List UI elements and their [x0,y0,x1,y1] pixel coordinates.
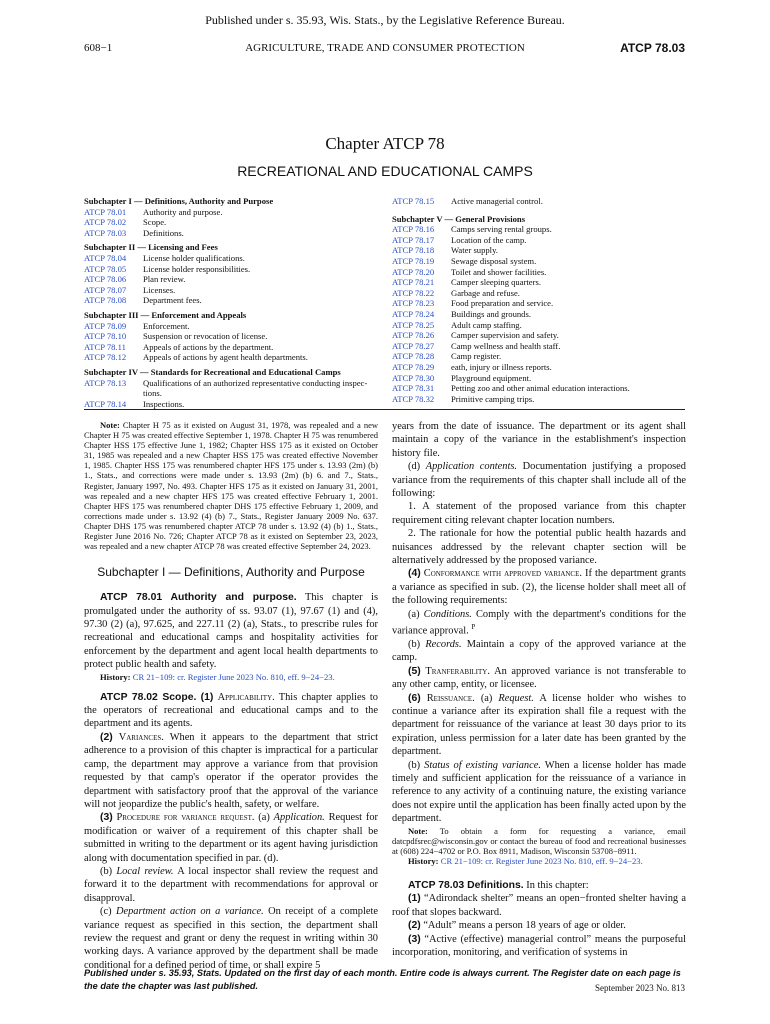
subdivision-2: 2. The rationale for how the potential public health hazards and nuisances addressed by the relevant chapter section will be alternatively addressed by the proposed variance. [392,528,686,567]
variance-continued: years from the date of issuance. The department or its agent shall maintain a copy of the variance in the establishment's inspection history file. [392,421,686,459]
mark: P [471,623,476,632]
toc-entry[interactable] [392,245,686,256]
toc-section-title: Camper supervision and safety. [451,330,559,341]
toc-left [84,196,380,409]
subdivision-1: 1. A statement of the proposed variance from this chapter requirement citing relevant chapter location numbers. [392,501,686,526]
toc-list [84,378,380,410]
toc-section-link[interactable]: ATCP 78.19 [392,255,435,266]
toc-section-title: Authority and purpose. [143,206,223,217]
toc-section-title: Camp wellness and health staff. [451,340,561,351]
toc-entry[interactable] [84,274,380,285]
toc-section-link[interactable]: ATCP 78.32 [392,393,435,404]
toc-section-link[interactable]: ATCP 78.31 [392,383,435,394]
paragraph-title: Application contents. [425,461,518,473]
toc-section-link[interactable]: ATCP 78.20 [392,266,435,277]
toc-section-link[interactable]: ATCP 78.23 [392,298,435,309]
toc-section-link[interactable]: ATCP 78.21 [392,277,435,288]
toc-section-link[interactable]: ATCP 78.16 [392,224,435,235]
subsection-title: Procedure for variance request. [116,812,255,824]
toc-section-title: Camp register. [451,351,502,362]
section-heading: ATCP 78.02 Scope. [100,691,197,703]
toc-entry[interactable] [392,267,686,278]
definition-text: “Adult” means a person 18 years of age or older. [423,920,626,932]
subsection-title: Variances. [118,731,164,743]
toc-section-title: Suspension or revocation of license. [143,331,268,342]
toc-section-title: Buildings and grounds. [451,308,531,319]
note-text: To obtain a form for requesting a variance, email datcpdfsrec@wisconsin.gov or contact the bureau of food and recreational businesses at (608) 224−4702 or P.O. Box 8911, Madison, Wisconsin 53708−8911. [392,825,686,856]
toc-section-link[interactable]: ATCP 78.07 [84,284,127,295]
toc-section-link[interactable]: ATCP 78.17 [392,234,435,245]
subsection-number: (6) [408,692,421,704]
section-78-02-1 [84,691,378,731]
toc-subchapter-heading: Subchapter V — General Provisions [392,213,526,224]
running-title: AGRICULTURE, TRADE AND CONSUMER PROTECTION [245,42,525,54]
toc-entry[interactable] [392,309,686,320]
subsection-title: Applicability. [217,691,275,703]
paragraph-title: Conditions. [423,608,472,620]
toc-section-title: Primitive camping trips. [451,393,535,404]
toc-section-title: Camps serving rental groups. [451,224,552,235]
subsection-5 [392,665,686,692]
toc-section-link[interactable]: ATCP 78.28 [392,351,435,362]
toc-section-title: Plan review. [143,274,186,285]
toc-section-link[interactable]: ATCP 78.26 [392,330,435,341]
toc-section-title: Adult camp staffing. [451,319,522,330]
right-column [392,420,686,959]
toc-list [84,321,380,363]
toc-entry[interactable] [392,288,686,299]
section-heading: ATCP 78.01 Authority and purpose. [100,592,297,604]
subchapter-heading: Subchapter I — Definitions, Authority and Purpose [97,565,365,580]
toc-section-title: Qualifications of an authorized representative conducting inspec- tions. [143,377,368,399]
toc-section-link[interactable]: ATCP 78.11 [84,341,126,352]
paragraph-4b [392,638,686,665]
toc-entry[interactable] [84,342,380,353]
toc-subchapter-heading: Subchapter IV — Standards for Recreational and Educational Camps [84,366,341,377]
definition-text: “Active (effective) managerial control” means the purposeful incorporation, monitoring, and verification of systems in [392,933,686,958]
toc-section-title: Food preparation and service. [451,298,554,309]
toc-section-link[interactable]: ATCP 78.01 [84,206,127,217]
toc-section-title: Active managerial control. [451,196,543,206]
left-column [84,420,378,972]
toc-list [392,224,686,404]
chapter-subtitle: RECREATIONAL AND EDUCATIONAL CAMPS [237,163,533,179]
toc-right [392,196,686,404]
paragraph-letter: (b) [100,865,113,877]
toc-entry[interactable] [392,298,686,309]
toc-section-link[interactable]: ATCP 78.08 [84,295,127,306]
note-label: Note: [100,420,120,430]
publication-notice: Published under s. 35.93, Wis. Stats., by the Legislative Reference Bureau. [205,13,565,27]
paragraph-letter: (a) [258,812,270,824]
paragraph-text: A local inspector shall review the request and forward it to the department with recommendations for approval or disapproval. [84,865,378,904]
subsection-number: (1) [408,893,421,905]
toc-section-link[interactable]: ATCP 78.02 [84,217,127,228]
paragraph-text: Request for modification or waiver of a requirement of this chapter shall be submitted in writing to the department or its agent having jurisdiction along with documentation specified in par. (d). [84,812,378,864]
paragraph-title: Request. [498,692,534,704]
toc-entry[interactable] [392,235,686,246]
subsection-number: (2) [408,920,421,932]
toc-section-title: Water supply. [451,245,498,256]
paragraph-title: Status of existing variance. [424,759,541,771]
paragraph-text: Maintain a copy of the approved variance at the camp. [392,638,686,664]
subsection-number: (5) [408,665,421,677]
definition-text: “Adirondack shelter” means an open−fronted shelter having a roof that slopes backward. [392,893,686,918]
definition-2 [392,919,686,932]
section-78-03 [392,879,686,892]
history-label: History: [408,855,439,866]
paragraph-text: On receipt of a complete variance request as specified in this section, the department shall review the request and grant or deny the request in writing within 30 working days. A variance approved by the department shall be made conditional for a defined period of time, or shall expire 5 [84,906,378,971]
history-label: History: [100,671,131,682]
toc-subchapter-heading: Subchapter I — Definitions, Authority and Purpose [84,196,274,206]
toc-entry[interactable] [84,321,380,332]
toc-section-title: eath, injury or illness reports. [451,361,552,372]
toc-section-link[interactable]: ATCP 78.14 [84,398,127,409]
toc-entry[interactable] [392,362,686,373]
toc-entry[interactable] [392,351,686,362]
toc-section-title: Petting zoo and other animal education interactions. [451,383,630,394]
definition-3 [392,933,686,960]
definition-1 [392,892,686,919]
toc-section-title: Location of the camp. [451,234,527,245]
toc-entry[interactable] [392,196,686,207]
subsection-title: Conformance with approved variance. [423,568,582,580]
toc-section-link[interactable]: ATCP 78.27 [392,340,435,351]
paragraph-4a [392,608,686,638]
history-link[interactable]: CR 21−109: cr. Register June 2023 No. 810, eff. 9−24−23. [132,671,335,682]
toc-entry[interactable] [84,399,380,410]
toc-subchapter-heading: Subchapter II — Licensing and Fees [84,242,218,253]
toc-section-title: Inspections. [143,398,185,409]
toc-section-title: Definitions. [143,227,184,238]
toc-entry[interactable] [84,253,380,264]
toc-section-link[interactable]: ATCP 78.05 [84,263,127,274]
toc-section-link[interactable]: ATCP 78.06 [84,274,127,285]
section-78-02-3 [84,811,378,865]
chapter-title: Chapter ATCP 78 [325,134,445,153]
toc-section-title: Appeals of actions by the department. [143,341,274,352]
paragraph-letter: (a) [480,692,493,704]
section-text: This chapter is promulgated under the authority of ss. 93.07 (1), 97.67 (1) and (4), 97.30 (2) (a), 97.625, and 227.11 (2) (a), Stats., to prescribe rules for recreational and educational camps and hospitality activities for enforcement by the department and agent local health departments to protect public health and safety. [84,592,378,671]
toc-section-title: Appeals of actions by agent health departments. [143,352,308,363]
toc-entry[interactable] [84,217,380,228]
toc-entry[interactable] [392,256,686,267]
toc-entry[interactable] [84,295,380,306]
toc-section-link[interactable]: ATCP 78.04 [84,252,127,263]
toc-entry[interactable] [392,224,686,235]
toc-section-title: Garbage and refuse. [451,287,520,298]
toc-section-link[interactable]: ATCP 78.15 [392,196,435,206]
subsection-text: This chapter applies to the operators of recreational and educational camps and to the department and its agents. [84,691,378,730]
section-78-02-3c [84,905,378,972]
section-78-02-2 [84,731,378,811]
subsection-number: (1) [200,691,214,703]
paragraph-d [392,460,686,500]
toc-entry[interactable] [392,383,686,394]
toc-entry[interactable] [392,373,686,384]
subsection-number: (2) [100,731,113,743]
history-note [392,856,686,867]
paragraph-title: Application. [273,812,325,824]
paragraph-letter: (d) [408,461,421,473]
paragraph-text: Comply with the department's conditions for the variance approval. [392,608,686,637]
toc-entry[interactable] [84,207,380,218]
divider [84,409,685,410]
toc-section-title: License holder responsibilities. [143,263,251,274]
toc-entry[interactable] [84,378,380,399]
subsection-number: (3) [100,812,113,824]
toc-entry[interactable] [84,264,380,275]
section-heading: ATCP 78.03 Definitions. [408,879,524,891]
page-reference: 608−1 [84,42,113,54]
paragraph-letter: (b) [408,759,421,771]
toc-list [84,253,380,306]
toc-section-link[interactable]: ATCP 78.25 [392,319,435,330]
toc-section-title: Toilet and shower facilities. [451,266,547,277]
toc-section-title: Department fees. [143,295,202,306]
note-label: Note: [408,825,428,836]
footer-notice: Published under s. 35.93, Stats. Updated on the first day of each month. Entire code is always current. The Register date on each page is the date the chapter was last published. [84,968,681,991]
note-text: Chapter H 75 as it existed on August 31, 1978, was repealed and a new Chapter H 75 was created effective September 1, 1978. Chapter H 75 was renumbered Chapter HSS 175 effective June 1, 1982; Chapter HSS 175 as it existed on October 31, 1985 was repealed and a new Chapter HSS 175 was created effective November 1, 1985. Chapter HSS 175 was renumbered chapter HFS 175 under s. 13.93 (2m) (b) 1., Stats., and corrections were made under s. 13.93 (2m) (b) 6. and 7., Stats., Register, January 1997, No. 493. Chapter HFS 175 as it existed on January 31, 2001, was repealed and a new chapter HFS 175 was created effective February 1, 2001. Chapter HFS 175 was renumbered chapter DHS 175 effective February 1, 2009, and corrections made under s. 13.92 (4) (b) 7., Stats., Register January 2009 No. 637. Chapter DHS 175 was renumbered chapter ATCP 78 under s. 13.92 (4) (b) 1., Stats., Register June 2016 No. 726; Chapter ATCP 78 as it existed on September 23, 2023, was repealed and a new chapter ATCP 78 was created effective September 24, 2023. [84,420,379,552]
toc-entry[interactable] [392,341,686,352]
subsection-text: When it appears to the department that strict adherence to a provision of this chapter is impractical for a particular camp, the department may approve a variance from that provision requested by that camp's operator if the operator provides the department with satisfactory proof that the approval of the variance will not jeopardize the public's health, safety, or welfare. [84,731,378,810]
section-78-01 [84,591,378,671]
toc-section-link[interactable]: ATCP 78.09 [84,320,127,331]
toc-section-link[interactable]: ATCP 78.24 [392,308,435,319]
toc-entry[interactable] [84,228,380,239]
paragraph-letter: (b) [408,638,421,650]
section-text: In this chapter: [526,879,589,891]
paragraph-text: Documentation justifying a proposed variance from the requirements of this chapter shall include all of the following: [392,461,686,500]
toc-entry[interactable] [392,394,686,405]
paragraph-title: Department action on a variance. [115,906,264,918]
footer-register: September 2023 No. 813 [595,983,685,993]
subsection-title: Reissuance. [426,692,475,704]
section-code: ATCP 78.03 [620,41,685,55]
toc-section-link[interactable]: ATCP 78.18 [392,245,435,256]
subsection-4 [392,567,686,607]
toc-section-link[interactable]: ATCP 78.13 [84,377,127,388]
toc-section-title: Scope. [143,217,167,228]
history-link[interactable]: CR 21−109: cr. Register June 2023 No. 810, eff. 9−24−23. [440,855,643,866]
variance-note [392,826,686,856]
subsection-number: (3) [408,933,421,945]
paragraph-6b [392,759,686,826]
paragraph-letter: (c) [100,906,112,918]
toc-subchapter-heading: Subchapter III — Enforcement and Appeals [84,309,247,320]
toc-section-link[interactable]: ATCP 78.30 [392,372,435,383]
paragraph-text: A license holder who wishes to continue a variance after its expiration shall file a request with the department for reissuance of the variance at least 30 days prior to its expiration, unless permission for a later date has been granted by the department. [392,692,687,758]
toc-section-title: Sewage disposal system. [451,255,537,266]
toc-section-link[interactable]: ATCP 78.10 [84,331,127,342]
toc-entry[interactable] [84,331,380,342]
subsection-text: An approved variance is not transferable to any other camp, entity, or licensee. [392,665,686,691]
paragraph-title: Local review. [116,865,174,877]
paragraph-letter: (a) [408,608,420,620]
subsection-number: (4) [408,568,421,580]
toc-section-link[interactable]: ATCP 78.12 [84,352,127,363]
toc-section-title: Playground equipment. [451,372,532,383]
toc-section-title: Enforcement. [143,320,190,331]
toc-entry[interactable] [392,330,686,341]
toc-entry[interactable] [392,320,686,331]
section-78-02-3b [84,865,378,905]
toc-list [392,196,686,207]
toc-section-title: Licenses. [143,284,176,295]
paragraph-text: When a license holder has made timely and sufficient application for the reissuance of a variance in reference to any activity of a continuing nature, the existing variance does not expire until the application has been finally acted upon by the department. [392,759,686,825]
toc-list [84,207,380,239]
toc-section-link[interactable]: ATCP 78.03 [84,227,127,238]
toc-entry[interactable] [84,352,380,363]
paragraph-title: Records. [425,638,462,650]
toc-section-link[interactable]: ATCP 78.29 [392,361,435,372]
toc-entry[interactable] [392,277,686,288]
toc-section-link[interactable]: ATCP 78.22 [392,287,435,298]
toc-entry[interactable] [84,285,380,296]
chapter-note [84,420,378,551]
toc-section-title: Camper sleeping quarters. [451,277,541,288]
subsection-6 [392,692,686,759]
subsection-title: Tranferability. [425,665,490,677]
toc-section-title: License holder qualifications. [143,252,245,263]
history-note [84,672,378,683]
subsection-text: If the department grants a variance as specified in sub. (2), the license holder shall meet all of the following requirements: [392,568,686,607]
